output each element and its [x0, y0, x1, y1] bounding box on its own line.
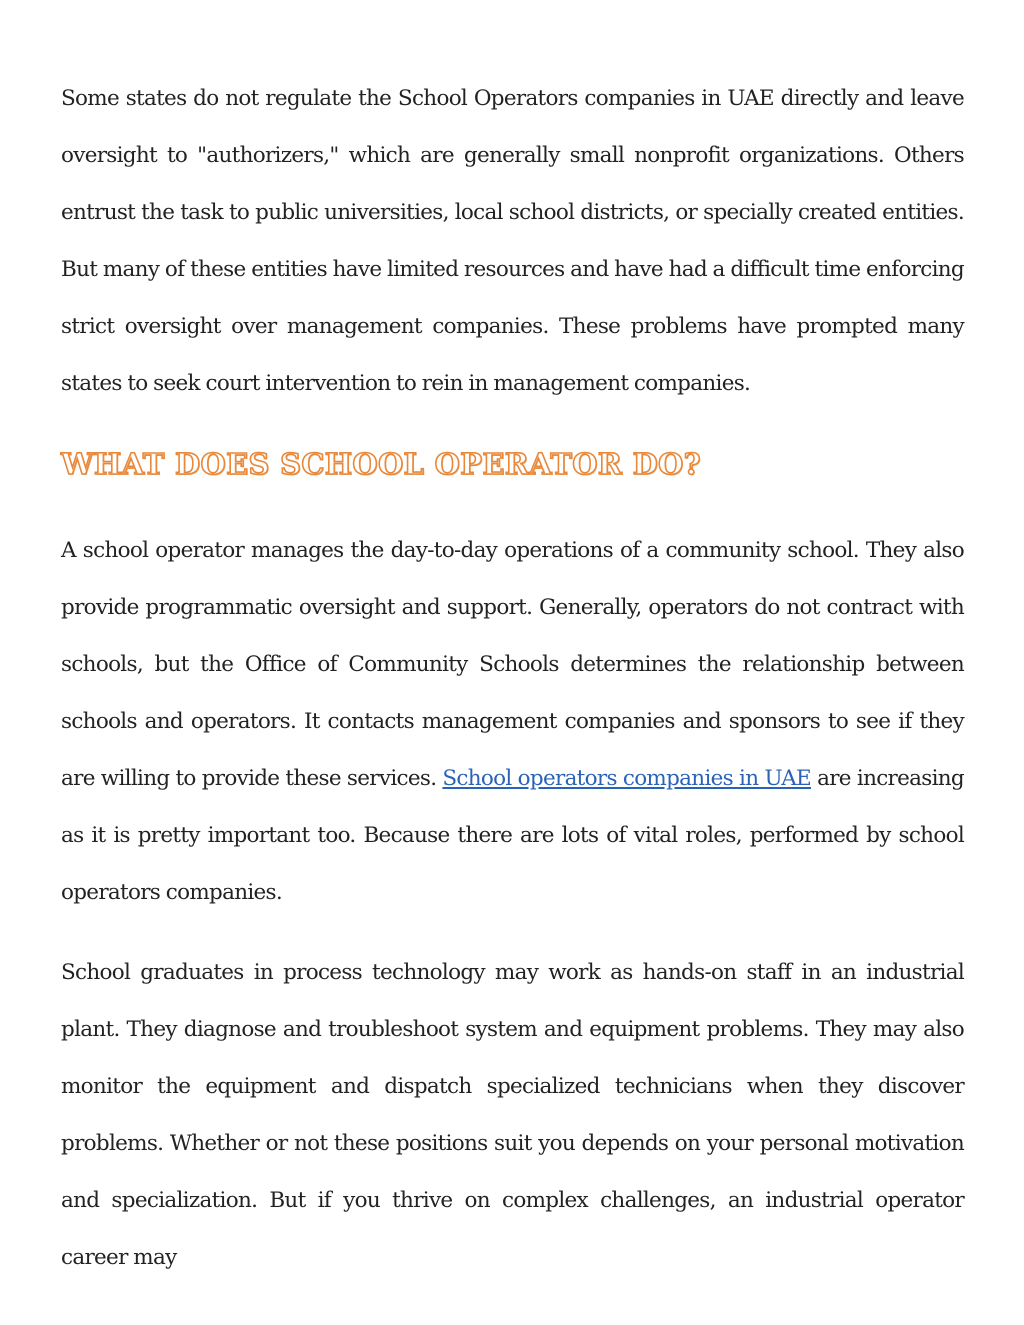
- document-page: [61, 70, 964, 1286]
- school-operators-link[interactable]: School operators companies in UAE: [442, 766, 812, 791]
- paragraph-authorizers: Some states do not regulate the School Operators companies in UAE directly and leave oversight to "authorizers," which are generally small nonprofit organizations. Others entrust the task to public universities, local school districts, or specially created entities. But many of these entities have limited resources and have had a difficult time enforcing strict oversight over management companies. These problems have prompted many states to seek court intervention to rein in management companies.: [61, 86, 964, 396]
- paragraph-text-after-link: are increasing as it is pretty important too. Because there are lots of vital roles, performed by school operators companies.: [61, 766, 964, 905]
- section-heading: WHAT DOES SCHOOL OPERATOR DO?: [61, 447, 701, 481]
- paragraph-school-operator: [61, 522, 964, 921]
- paragraph-text-before-link: A school operator manages the day-to-day operations of a community school. They also provide programmatic oversight and support. Generally, operators do not contract with schools, but the Office of Community Schools determines the relationship between schools and operators. It contacts management companies and sponsors to see if they are willing to provide these services.: [61, 538, 964, 791]
- paragraph-process-technology: School graduates in process technology may work as hands-on staff in an industrial plant. They diagnose and troubleshoot system and equipment problems. They may also monitor the equipment and dispatch specialized technicians when they discover problems. Whether or not these positions suit you depends on your personal motivation and specialization. But if you thrive on complex challenges, an industrial operator career may: [61, 960, 964, 1270]
